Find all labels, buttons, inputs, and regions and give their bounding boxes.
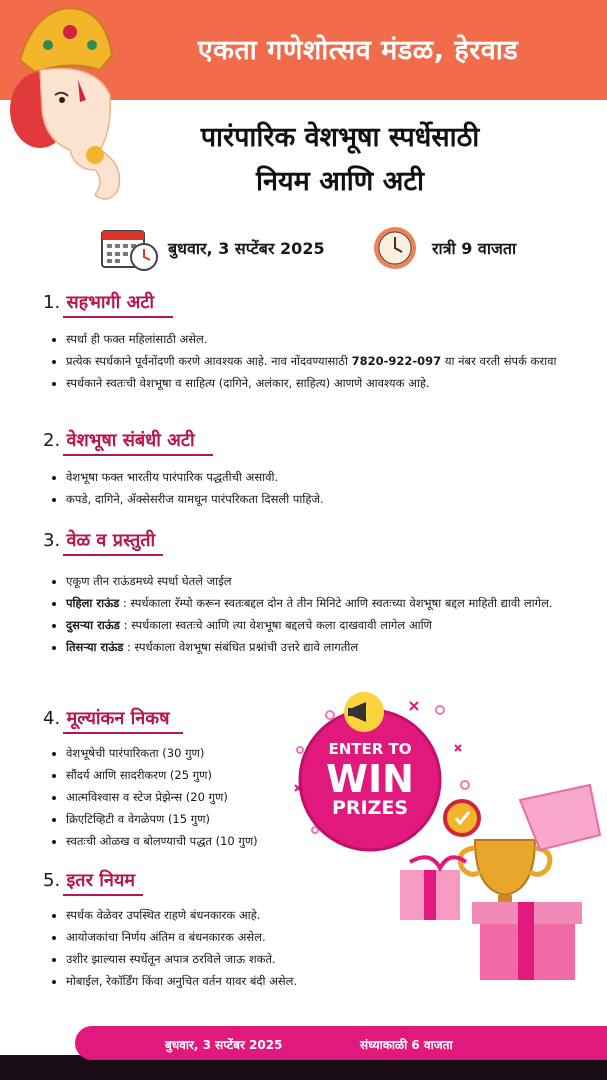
section-underline — [63, 316, 173, 318]
list-item: • स्पर्धकाने स्वतःची वेशभूषा व साहित्य (दागिने, अलंकार, साहित्य) आणणे आवश्यक आहे. — [66, 374, 576, 392]
list-item: • तिसऱ्या राऊंड : स्पर्धकाला वेशभूषा संबंधित प्रश्नांची उत्तरे द्यावे लागतील — [66, 638, 576, 656]
list-item: • स्पर्धा ही फक्त महिलांसाठी असेल. — [66, 330, 576, 348]
section-4-label: मूल्यांकन निकष — [66, 708, 170, 729]
list-item: • सौंदर्य आणि सादरीकरण (25 गुण) — [66, 766, 306, 784]
event-time: रात्री 9 वाजता — [432, 239, 517, 258]
list-item: • दुसऱ्या राऊंड : स्पर्धकाला स्वतःचे आणि त्या वेशभूषा बद्दलचे कला दाखवावी लागेल आणि — [66, 616, 576, 634]
section-2-title: 2. वेशभूषा संबंधी अटी — [43, 428, 195, 452]
notice-heading — [120, 116, 560, 204]
contact-number: 7820-922-097 — [351, 354, 442, 368]
section-underline — [63, 554, 163, 556]
section-1-label: सहभागी अटी — [66, 292, 155, 313]
event-date: बुधवार, 3 सप्टेंबर 2025 — [168, 239, 325, 258]
megaphone-icon — [344, 692, 384, 732]
list-item: • उशीर झाल्यास स्पर्धेतून अपात्र ठरविले जाऊ शकते. — [66, 950, 326, 968]
promo-line-1: ENTER TO — [328, 740, 412, 758]
list-item: • स्पर्धक वेळेवर उपस्थित राहणे बंधनकारक आहे. — [66, 906, 326, 924]
heading-line-1: पारंपारिक वेशभूषा स्पर्धेसाठी — [200, 122, 480, 153]
footer-band — [75, 1026, 607, 1060]
section-2-list — [50, 468, 576, 512]
section-3-label: वेळ व प्रस्तुती — [66, 530, 156, 551]
section-3-list — [50, 572, 576, 660]
section-3-title: 3. वेळ व प्रस्तुती — [43, 528, 155, 552]
list-item: • क्रिएटिव्हिटी व वेगळेपण (15 गुण) — [66, 810, 306, 828]
mandal-title: एकता गणेशोत्सव मंडळ, हेरवाड — [197, 35, 519, 66]
section-underline — [63, 894, 143, 896]
section-1-list — [50, 330, 576, 396]
list-item: • आयोजकांचा निर्णय अंतिम व बंधनकारक असेल. — [66, 928, 326, 946]
footer-time: संध्याकाळी 6 वाजता — [360, 1038, 453, 1052]
calendar-icon — [100, 225, 160, 271]
section-1-title: 1. सहभागी अटी — [43, 290, 154, 314]
list-item: • प्रत्येक स्पर्धकाने पूर्वनोंदणी करणे आवश्यक आहे. नाव नोंदवण्यासाठी 7820-922-097 या नंबर वरती संपर्क करावा — [66, 352, 576, 370]
section-5-title: 5. इतर नियम — [43, 868, 135, 892]
promo-line-3: PRIZES — [331, 797, 409, 819]
section-underline — [63, 454, 213, 456]
list-item: • पहिला राऊंड : स्पर्धकाला रॅम्पो करून स्वतःबद्दल दोन ते तीन मिनिटे आणि स्वतःच्या वेशभूषा बद्दल माहिती द्यावी लागेल. — [66, 594, 576, 612]
list-item: • कपडे, दागिने, ॲक्सेसरीज यामधून पारंपरिकता दिसली पाहिजे. — [66, 490, 576, 508]
list-item: • वेशभूषेची पारंपारिकता (30 गुण) — [66, 744, 306, 762]
section-5-label: इतर नियम — [66, 870, 136, 891]
promo-line-2: WIN — [326, 757, 414, 801]
section-2-label: वेशभूषा संबंधी अटी — [66, 430, 195, 451]
section-underline — [63, 732, 183, 734]
list-item: • वेशभूषा फक्त भारतीय पारंपारिक पद्धतीची असावी. — [66, 468, 576, 486]
clock-icon — [372, 225, 418, 271]
event-datetime-row — [0, 225, 607, 271]
list-item: • मोबाईल, रेकॉर्डिंग किंवा अनुचित वर्तन यावर बंदी असेल. — [66, 972, 326, 990]
list-item: • स्वतःची ओळख व बोलण्याची पद्धत (10 गुण) — [66, 832, 306, 850]
section-4-list — [50, 744, 306, 854]
heading-line-2: नियम आणि अटी — [256, 166, 424, 197]
list-item: • आत्मविश्वास व स्टेज प्रेझेन्स (20 गुण) — [66, 788, 306, 806]
list-item: • एकूण तीन राऊंडमध्ये स्पर्धा घेतले जाईल — [66, 572, 576, 590]
ganesha-illustration — [0, 0, 140, 215]
section-4-title: 4. मूल्यांकन निकष — [43, 706, 170, 730]
prize-promo-graphic — [290, 690, 607, 980]
section-5-list — [50, 906, 326, 994]
footer-date: बुधवार, 3 सप्टेंबर 2025 — [165, 1038, 283, 1052]
